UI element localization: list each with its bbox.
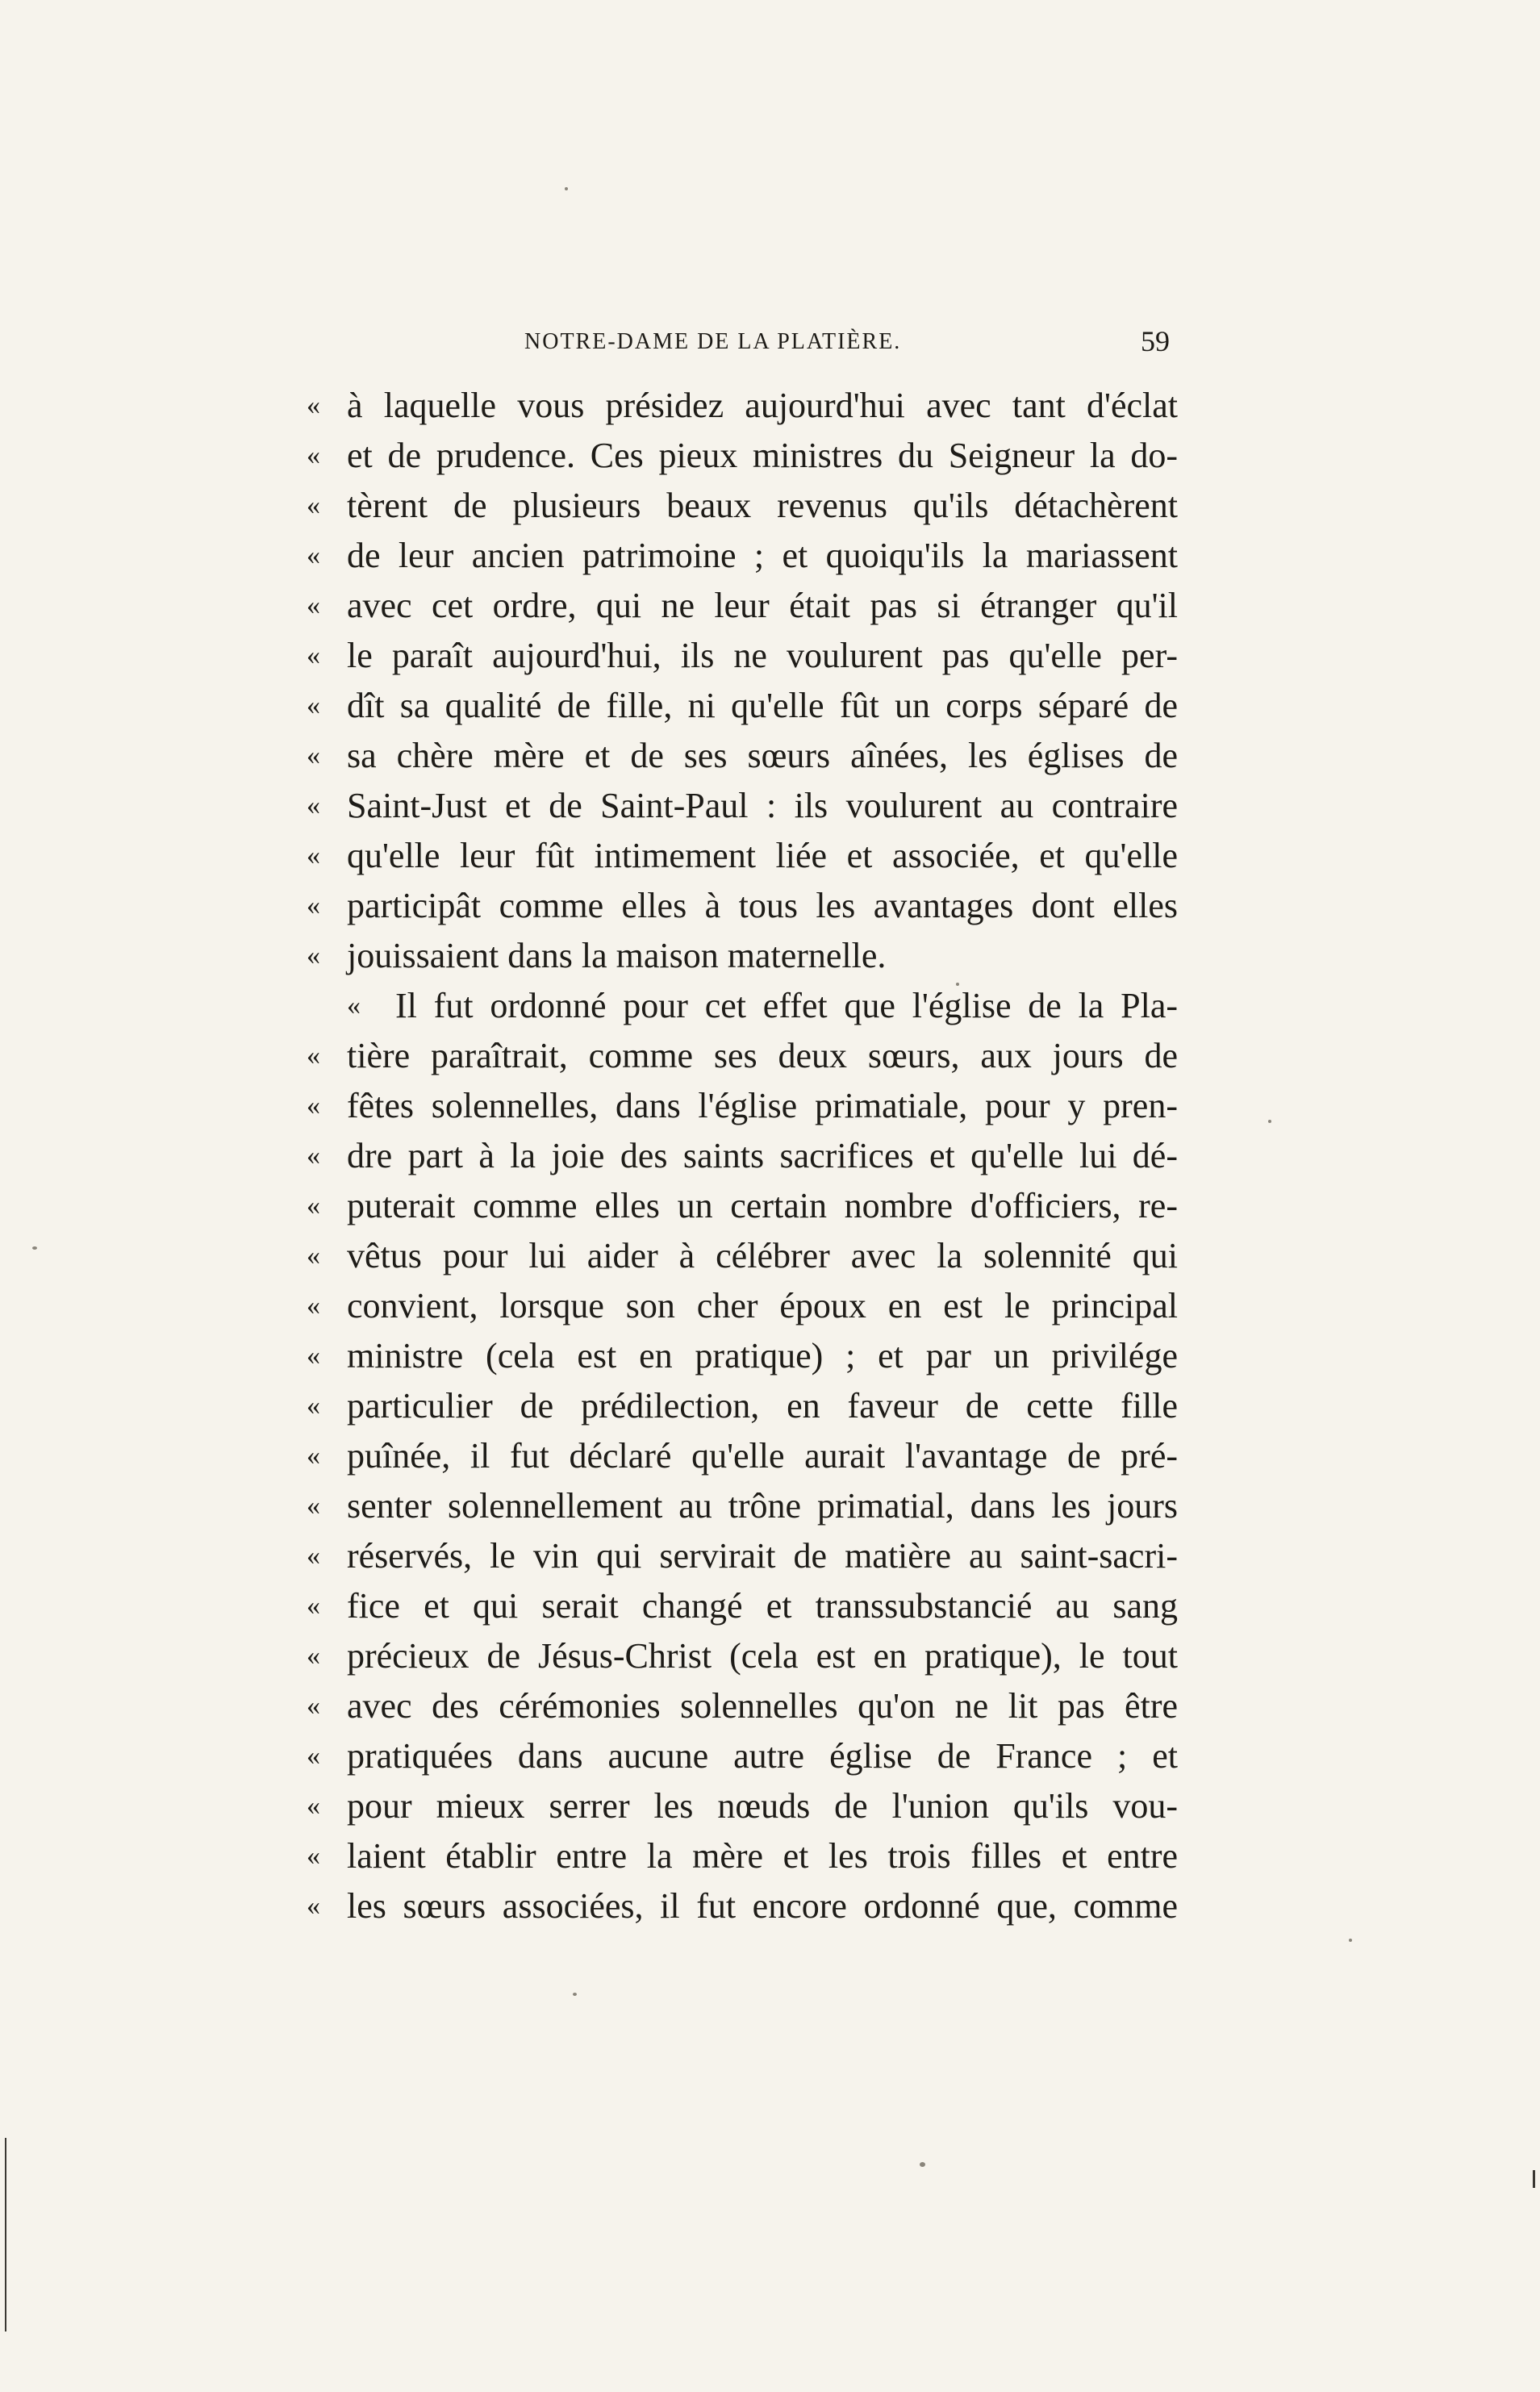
- quote-mark: «: [307, 440, 320, 470]
- text-line: [307, 731, 1178, 781]
- text-line: [307, 1131, 1178, 1181]
- text-line: [307, 831, 1178, 881]
- line-text: laient établir entre la mère et les trois filles et entre: [347, 1836, 1178, 1876]
- text-line: [307, 631, 1178, 681]
- line-text: puînée, il fut déclaré qu'elle aurait l'avantage de pré-: [347, 1436, 1178, 1476]
- quote-mark: «: [307, 1691, 320, 1721]
- scan-speck: [1349, 1939, 1352, 1942]
- line-text: le paraît aujourd'hui, ils ne voulurent pas qu'elle per-: [347, 636, 1178, 675]
- line-text: participât comme elles à tous les avantages dont elles: [347, 886, 1178, 925]
- quote-mark: «: [307, 891, 320, 920]
- quote-mark: «: [307, 1241, 320, 1271]
- line-text: convient, lorsque son cher époux en est le principal: [347, 1286, 1178, 1325]
- text-line: [307, 781, 1178, 831]
- text-line: [307, 1031, 1178, 1081]
- quote-mark: «: [307, 1491, 320, 1521]
- quote-mark: «: [307, 941, 320, 971]
- line-text: jouissaient dans la maison maternelle.: [347, 936, 887, 975]
- line-text: pratiquées dans aucune autre église de France ; et: [347, 1736, 1178, 1776]
- text-line: [307, 481, 1178, 531]
- text-line: [307, 1381, 1178, 1431]
- quote-mark: «: [307, 791, 320, 820]
- line-text: précieux de Jésus-Christ (cela est en pratique), le tout: [347, 1636, 1178, 1676]
- text-line: [307, 1531, 1178, 1581]
- text-line: [307, 1581, 1178, 1631]
- line-text: à laquelle vous présidez aujourd'hui avec tant d'éclat: [347, 386, 1178, 425]
- text-line: [307, 1831, 1178, 1881]
- text-line: [307, 531, 1178, 581]
- text-line: [307, 681, 1178, 731]
- line-text: puterait comme elles un certain nombre d'officiers, re-: [347, 1186, 1178, 1225]
- quote-mark: «: [307, 1091, 320, 1121]
- text-line: [307, 1781, 1178, 1831]
- scan-speck: [573, 1993, 577, 1996]
- text-line: [307, 1431, 1178, 1481]
- quote-mark: «: [307, 1291, 320, 1321]
- scan-speck: [565, 187, 568, 190]
- line-text: dre part à la joie des saints sacrifices et qu'elle lui dé-: [347, 1136, 1178, 1175]
- quote-mark: «: [307, 1641, 320, 1671]
- text-line: [307, 1181, 1178, 1231]
- scan-edge-mark: [5, 2138, 6, 2331]
- text-line: [307, 881, 1178, 931]
- line-text: sa chère mère et de ses sœurs aînées, les églises de: [347, 736, 1178, 775]
- line-text: Saint-Just et de Saint-Paul : ils voulurent au contraire: [347, 786, 1178, 825]
- line-text: de leur ancien patrimoine ; et quoiqu'ils la mariassent: [347, 536, 1178, 575]
- quote-mark: «: [307, 1591, 320, 1621]
- quote-mark: «: [307, 390, 320, 420]
- line-text: tèrent de plusieurs beaux revenus qu'ils détachèrent: [347, 486, 1178, 525]
- text-line: [307, 1331, 1178, 1381]
- scan-edge-mark: [1533, 2170, 1535, 2188]
- scan-speck: [32, 1246, 37, 1250]
- quote-mark: «: [307, 1541, 320, 1571]
- line-text: particulier de prédilection, en faveur de cette fille: [347, 1386, 1178, 1426]
- line-text: les sœurs associées, il fut encore ordonné que, comme: [347, 1886, 1178, 1926]
- line-text: pour mieux serrer les nœuds de l'union qu'ils vou-: [347, 1786, 1178, 1826]
- text-line: [307, 1081, 1178, 1131]
- quote-mark: «: [307, 491, 320, 520]
- quote-mark: «: [307, 641, 320, 670]
- quote-mark: «: [307, 1141, 320, 1171]
- scan-speck: [1268, 1120, 1271, 1123]
- quote-mark: «: [307, 841, 320, 870]
- quote-mark: «: [307, 1041, 320, 1071]
- quote-mark: «: [347, 991, 361, 1021]
- quote-mark: «: [307, 541, 320, 570]
- line-text: avec des cérémonies solennelles qu'on ne lit pas être: [347, 1686, 1178, 1726]
- quote-mark: «: [307, 691, 320, 720]
- text-line: [307, 431, 1178, 481]
- line-text: et de prudence. Ces pieux ministres du Seigneur la do-: [347, 436, 1178, 475]
- running-head: [307, 325, 1218, 361]
- text-line: [307, 1881, 1178, 1931]
- text-line: [307, 1631, 1178, 1681]
- line-text: senter solennellement au trône primatial, dans les jours: [347, 1486, 1178, 1526]
- quote-mark: «: [307, 1741, 320, 1771]
- text-line: [307, 1281, 1178, 1331]
- quote-mark: «: [307, 1191, 320, 1221]
- line-text: Il fut ordonné pour cet effet que l'église de la Pla-: [395, 986, 1178, 1025]
- running-title: NOTRE-DAME DE LA PLATIÈRE.: [524, 329, 902, 354]
- text-line: [307, 1681, 1178, 1731]
- line-text: qu'elle leur fût intimement liée et associée, et qu'elle: [347, 836, 1178, 875]
- quote-mark: «: [307, 1441, 320, 1471]
- line-text: vêtus pour lui aider à célébrer avec la solennité qui: [347, 1236, 1178, 1275]
- text-line: [307, 1231, 1178, 1281]
- line-text: dît sa qualité de fille, ni qu'elle fût un corps séparé de: [347, 686, 1178, 725]
- quote-mark: «: [307, 1891, 320, 1921]
- quote-mark: «: [307, 591, 320, 620]
- line-text: fêtes solennelles, dans l'église primatiale, pour y pren-: [347, 1086, 1178, 1125]
- line-text: réservés, le vin qui servirait de matière au saint-sacri-: [347, 1536, 1178, 1576]
- quote-mark: «: [307, 1841, 320, 1871]
- line-text: avec cet ordre, qui ne leur était pas si étranger qu'il: [347, 586, 1178, 625]
- scan-speck: [956, 983, 959, 986]
- text-line: [307, 381, 1178, 431]
- line-text: ministre (cela est en pratique) ; et par un privilége: [347, 1336, 1178, 1376]
- text-line: [307, 1731, 1178, 1781]
- body-text: [307, 381, 1178, 1931]
- page-number: 59: [1141, 325, 1170, 357]
- text-line: [307, 581, 1178, 631]
- scan-speck: [920, 2162, 925, 2167]
- paragraph-start-line: [307, 981, 1178, 1031]
- quote-mark: «: [307, 741, 320, 770]
- quote-mark: «: [307, 1341, 320, 1371]
- quote-mark: «: [307, 1391, 320, 1421]
- text-line: [307, 1481, 1178, 1531]
- quote-mark: «: [307, 1791, 320, 1821]
- line-text: fice et qui serait changé et transsubstancié au sang: [347, 1586, 1178, 1626]
- text-line: [307, 931, 1178, 981]
- line-text: tière paraîtrait, comme ses deux sœurs, aux jours de: [347, 1036, 1178, 1075]
